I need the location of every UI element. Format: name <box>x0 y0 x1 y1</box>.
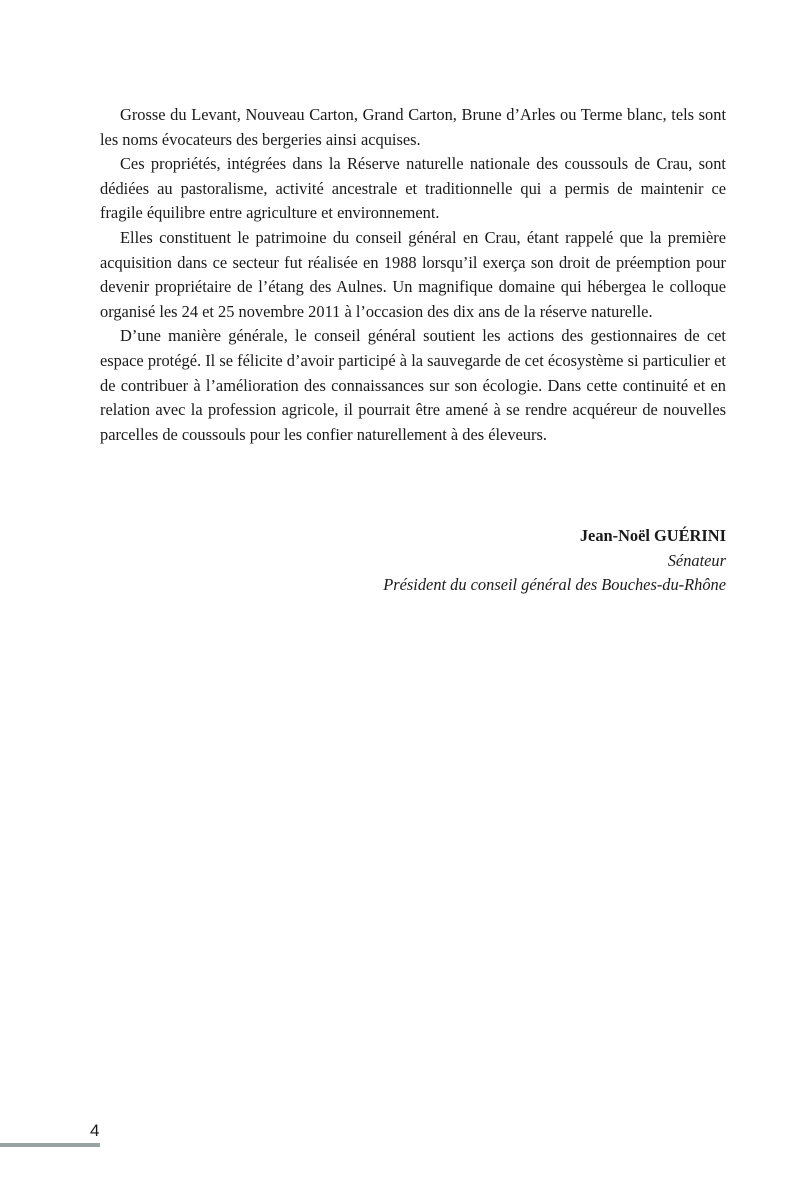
signatory-name: Jean-Noël GUÉRINI <box>579 526 726 545</box>
paragraph: D’une manière générale, le conseil général soutient les actions des gestionnaires de cet espace protégé. Il se félicite d’avoir participé à la sauvegarde de cet écosystème si particulier et de contribuer à l’amélioration des connaissances sur son écologie. Dans cette continuité et en relation avec la profession agricole, il pourrait être amené à se rendre acquéreur de nouvelles parcelles de coussouls pour les confier naturellement à des éleveurs. <box>100 326 726 444</box>
body-text <box>100 103 726 447</box>
signature-block <box>383 524 726 598</box>
signatory-role: Président du conseil général des Bouches-du-Rhône <box>383 575 726 595</box>
page-number: 4 <box>90 1121 100 1140</box>
paragraph: Grosse du Levant, Nouveau Carton, Grand Carton, Brune d’Arles ou Terme blanc, tels sont les noms évocateurs des bergeries ainsi acquises. <box>100 105 726 149</box>
paragraph: Ces propriétés, intégrées dans la Réserve naturelle nationale des coussouls de Crau, sont dédiées au pastoralisme, activité ancestrale et traditionnelle qui a permis de maintenir ce fragile équilibre entre agriculture et environnement. <box>100 154 726 223</box>
signatory-title: Sénateur <box>667 550 726 570</box>
paragraph: Elles constituent le patrimoine du conseil général en Crau, étant rappelé que la première acquisition dans ce secteur fut réalisée en 1988 lorsqu’il exerça son droit de préemption pour devenir propriétaire de l’étang des Aulnes. Un magnifique domaine qui hébergea le colloque organisé les 24 et 25 novembre 2011 à l’occasion des dix ans de la réserve naturelle. <box>100 227 726 321</box>
footer-rule <box>0 1143 100 1147</box>
